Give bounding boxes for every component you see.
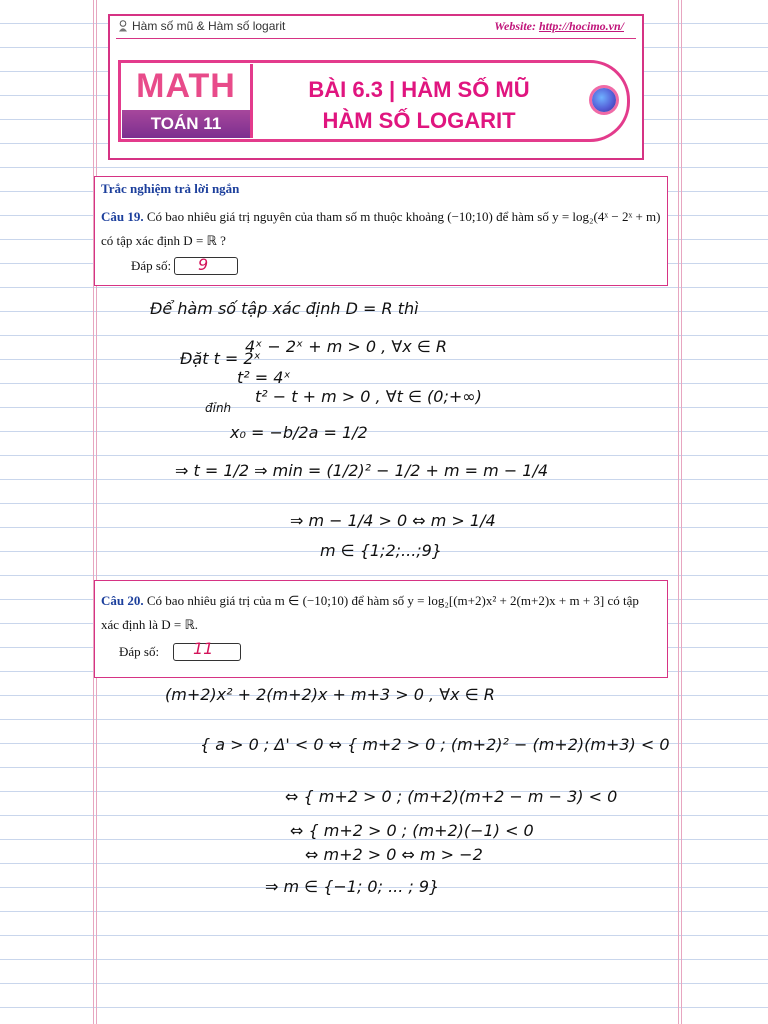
lesson-title-line1: BÀI 6.3 | HÀM SỐ MŨ xyxy=(308,77,530,102)
hw-q20-line-6: ⇒ m ∈ {−1; 0; ... ; 9} xyxy=(265,877,440,896)
question-20-number: Câu 20. xyxy=(101,593,144,608)
hw-q19-line-4: t² = 4ˣ xyxy=(237,368,291,387)
answer-value-20: 11 xyxy=(193,639,214,658)
hw-q20-line-4: ⇔ { m+2 > 0 ; (m+2)(−1) < 0 xyxy=(290,821,534,840)
logo-text: MATH xyxy=(136,67,236,105)
hw-q20-line-5: ⇔ m+2 > 0 ⇔ m > −2 xyxy=(305,845,483,864)
hw-q20-line-1: (m+2)x² + 2(m+2)x + m+3 > 0 , ∀x ∈ R xyxy=(165,685,495,704)
hw-q19-line-3: Đặt t = 2ˣ xyxy=(180,349,261,368)
website-label: Website: xyxy=(494,19,536,33)
question-20-body-2: xác định là D = ℝ. xyxy=(101,617,199,632)
hw-q19-line-2: 4ˣ − 2ˣ + m > 0 , ∀x ∈ R xyxy=(245,337,447,356)
hw-q19-line-5: t² − t + m > 0 , ∀t ∈ (0;+∞) xyxy=(255,387,482,406)
hw-q20-line-3: ⇔ { m+2 > 0 ; (m+2)(m+2 − m − 3) < 0 xyxy=(285,787,618,806)
hw-q19-line-8: ⇒ t = 1/2 ⇒ min = (1/2)² − 1/2 + m = m − 1/4 xyxy=(175,461,549,480)
hw-q19-line-7: x₀ = −b/2a = 1/2 xyxy=(230,423,368,442)
question-20-body: Có bao nhiêu giá trị của m ∈ (−10;10) để hàm số y = log₂[(m+2)x² + 2(m+2)x + m + 3] có tập xyxy=(146,593,639,608)
hw-q19-line-9: ⇒ m − 1/4 > 0 ⇔ m > 1/4 xyxy=(290,511,496,530)
answer-label-20: Đáp số: xyxy=(119,644,160,659)
lesson-title-line2: HÀM SỐ LOGARIT xyxy=(322,108,516,133)
header-topic-text: Hàm số mũ & Hàm số logarit xyxy=(132,19,286,33)
grade-label: TOÁN 11 xyxy=(122,110,250,138)
website-link[interactable]: http://hocimo.vn/ xyxy=(538,19,624,33)
hw-q19-line-1: Để hàm số tập xác định D = R thì xyxy=(150,299,419,318)
question-19-body-2: có tập xác định D = ℝ ? xyxy=(101,233,226,248)
section-title: Trắc nghiệm trả lời ngắn xyxy=(101,181,240,196)
hw-q20-line-2: { a > 0 ; Δ' < 0 ⇔ { m+2 > 0 ; (m+2)² − (m+2)(m+3) < 0 xyxy=(200,735,670,754)
answer-value-19: 9 xyxy=(198,255,209,274)
hw-q19-line-6: đỉnh xyxy=(205,401,232,415)
hw-q19-line-10: m ∈ {1;2;...;9} xyxy=(320,541,443,560)
question-19-body: Có bao nhiêu giá trị nguyên của tham số m thuộc khoảng (−10;10) để hàm số y = log₂(4ˣ − 2ˣ + m) xyxy=(146,209,661,224)
question-19-number: Câu 19. xyxy=(101,209,144,224)
answer-label-19: Đáp số: xyxy=(131,258,172,273)
